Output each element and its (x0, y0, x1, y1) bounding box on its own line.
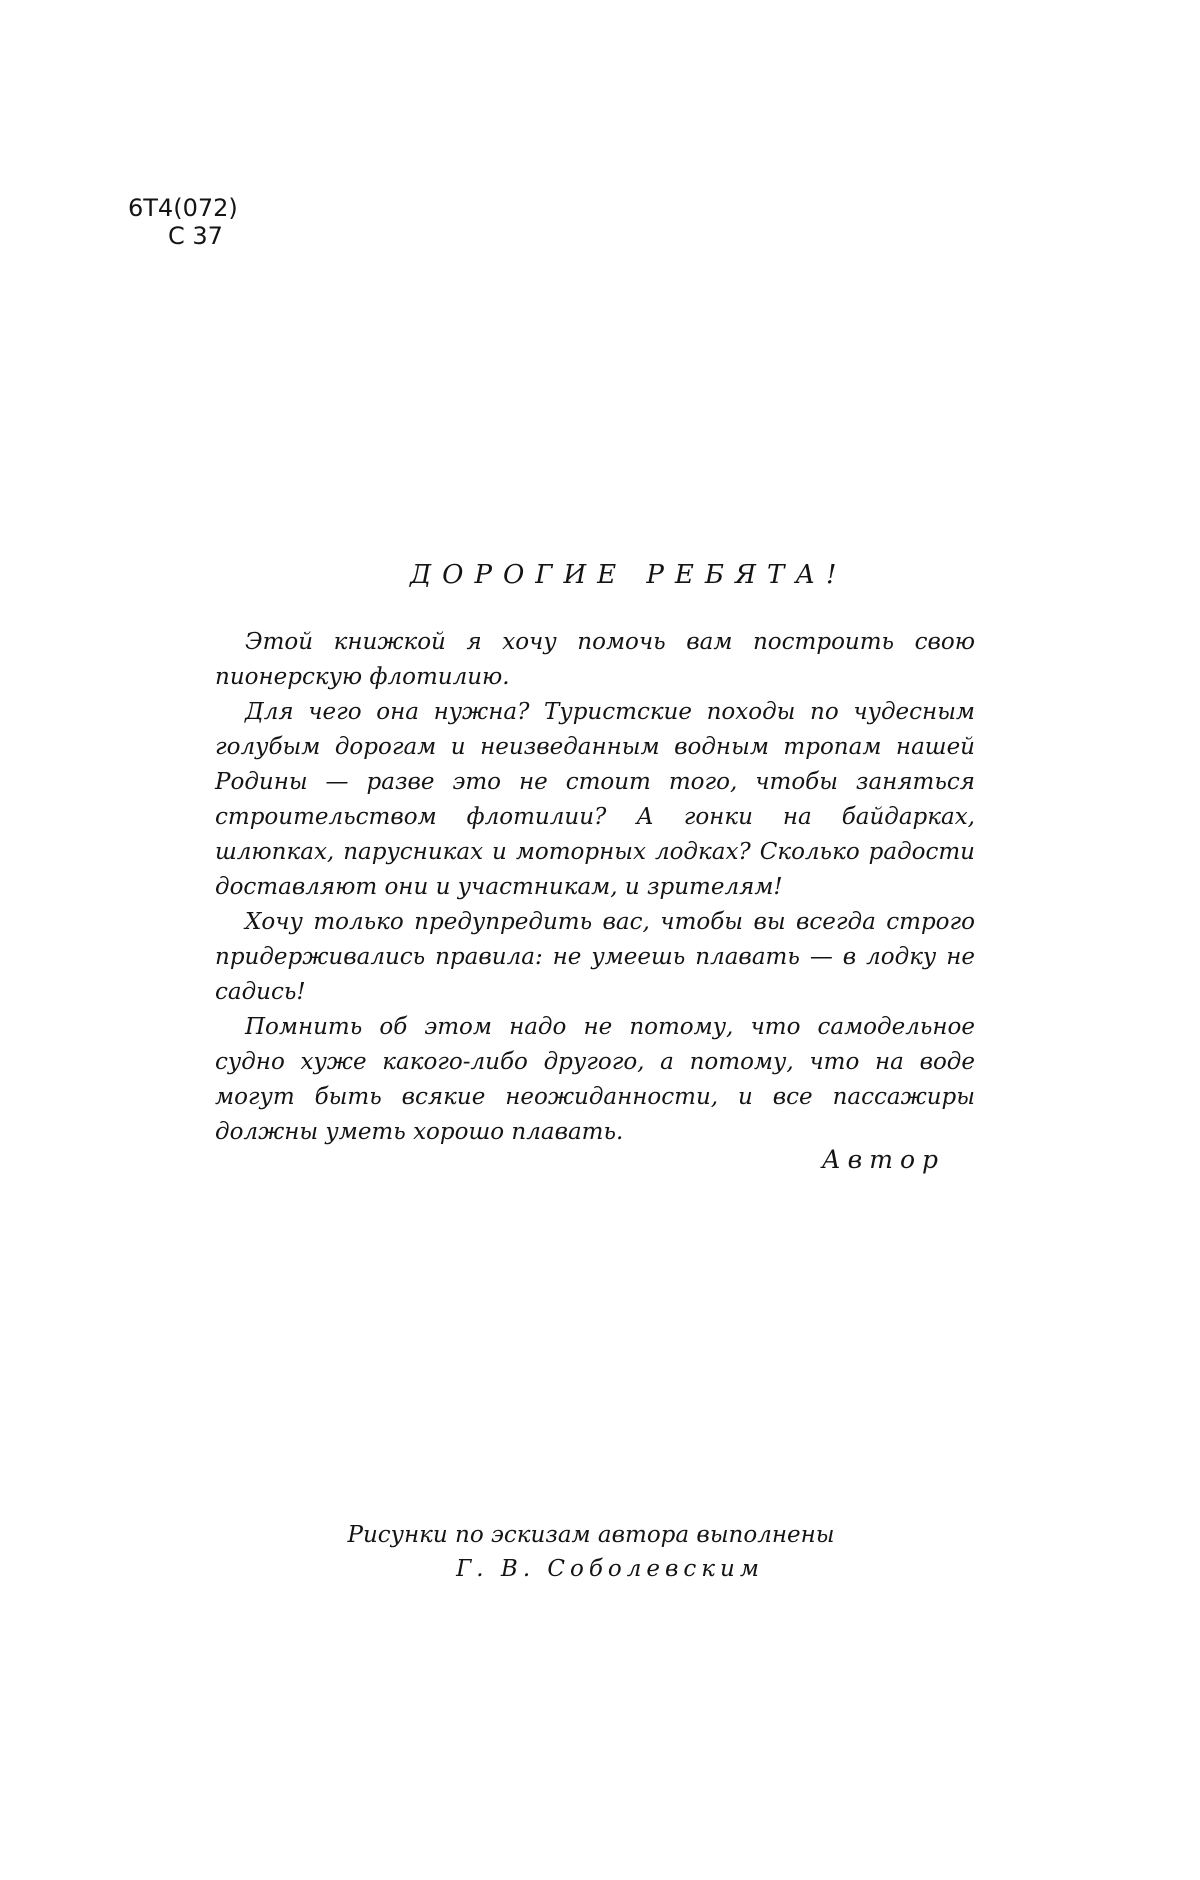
foreword-text (215, 625, 975, 1150)
page-heading: ДОРОГИЕ РЕБЯТА! (410, 560, 848, 590)
credits-line: Рисунки по эскизам автора выполнены (347, 1522, 835, 1548)
illustrator-name: Г. В. Соболевским (456, 1556, 764, 1582)
paragraph: Для чего она нужна? Туристские походы по чудесным голубым дорогам и неизведанным водным тропам нашей Родины — разве это не стоит того, чтобы заняться строительством флотилии? А гонки на байдарках, шлюпках, парусниках и моторных лодках? Сколько радости доставляют они и участникам, и зрителям! (215, 699, 975, 900)
paragraph: Хочу только предупредить вас, чтобы вы всегда строго придерживались правила: не умеешь плавать — в лодку не садись! (215, 909, 975, 1005)
paragraph: Этой книжкой я хочу помочь вам построить свою пионерскую флотилию. (215, 629, 975, 690)
author-signature: Автор (821, 1145, 945, 1174)
library-classification (128, 194, 238, 250)
paragraph: Помнить об этом надо не потому, что самодельное судно хуже какого-либо другого, а потому, что на воде могут быть всякие неожиданности, и все пассажиры должны уметь хорошо плавать. (215, 1014, 975, 1145)
classification-code: 6Т4(072) (128, 194, 238, 222)
illustration-credits (0, 1518, 1200, 1586)
author-index: С 37 (168, 222, 223, 250)
